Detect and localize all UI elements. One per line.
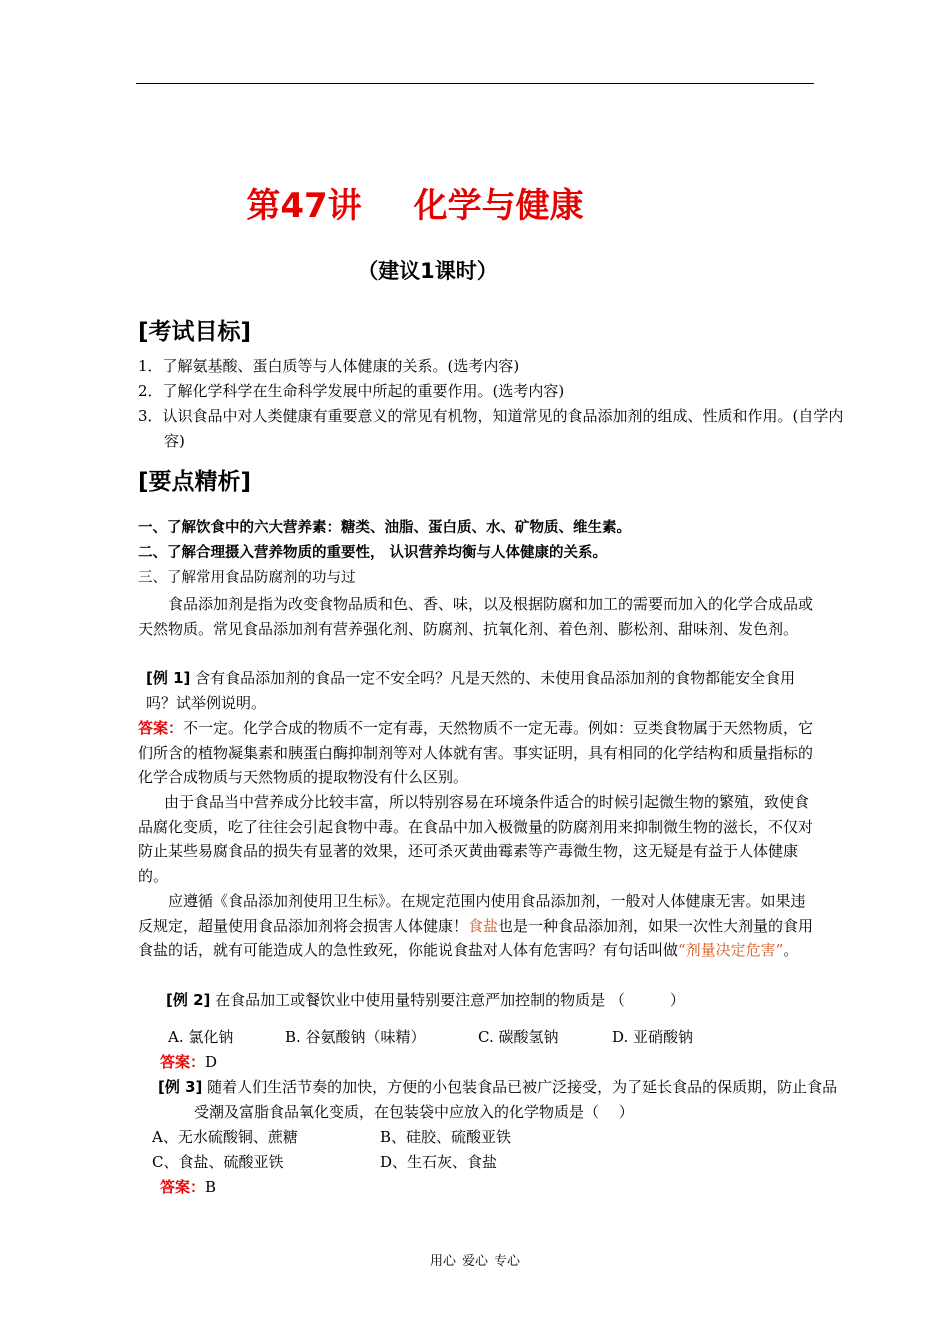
goal-item-1: 1．了解氨基酸、蛋白质等与人体健康的关系。(选考内容) — [138, 357, 520, 375]
example-2-option-b: B. 谷氨酸钠（味精） — [285, 1028, 426, 1046]
example-2-option-d: D. 亚硝酸钠 — [612, 1028, 694, 1046]
dose-quote: “剂量决定危害” — [678, 941, 784, 959]
example-3-answer: B — [205, 1178, 217, 1196]
header-rule — [136, 83, 814, 84]
example-2 — [166, 988, 685, 1013]
paragraph-standard — [138, 889, 818, 963]
example-3-option-a: A、无水硫酸铜、蔗糖 — [152, 1128, 298, 1146]
example-2-option-c: C. 碳酸氢钠 — [478, 1028, 559, 1046]
example-2-answer: D — [205, 1053, 218, 1071]
page-subtitle: （建议1课时） — [357, 259, 498, 283]
point-2: 二、了解合理摄入营养物质的重要性， 认识营养均衡与人体健康的关系。 — [138, 545, 608, 561]
example-3-option-c: C、食盐、硫酸亚铁 — [152, 1153, 284, 1171]
example-1-answer-block — [138, 716, 818, 790]
lecture-number: 第47讲 — [246, 186, 362, 226]
paragraph-end: 。 — [783, 941, 799, 959]
example-2-question: 在食品加工或餐饮业中使用量特别要注意严加控制的物质是 （ ） — [215, 991, 685, 1009]
example-2-answer-block — [160, 1050, 217, 1075]
example-3-answer-label: 答案： — [160, 1178, 206, 1196]
salt-highlight: 食盐 — [468, 916, 499, 935]
footer-word-3: 专心 — [494, 1254, 521, 1269]
example-3-question: 随着人们生活节奏的加快，方便的小包装食品已被广泛接受，为了延长食品的保质期，防止食品受潮及富脂食品氧化变质，在包装袋中应放入的化学物质是（ ） — [194, 1078, 838, 1121]
point-1: 一、了解饮食中的六大营养素：糖类、油脂、蛋白质、水、矿物质、维生素。 — [138, 520, 631, 536]
goal-item-2: 2．了解化学科学在生命科学发展中所起的重要作用。(选考内容) — [138, 382, 565, 400]
example-2-option-a: A. 氯化钠 — [168, 1028, 234, 1046]
example-1-answer: 不一定。化学合成的物质不一定有毒，天然物质不一定无毒。例如：豆类食物属于天然物质，它们所含的植物凝集素和胰蛋白酶抑制剂等对人体就有害。事实证明，具有相同的化学结构和质量指标的化学合成物质与天然物质的提取物没有什么区别。 — [138, 719, 814, 786]
example-3 — [158, 1075, 852, 1125]
paragraph-preservatives: 由于食品当中营养成分比较丰富，所以特别容易在环境条件适合的时候引起微生物的繁殖，致使食品腐化变质，吃了往往会引起食物中毒。在食品中加入极微量的防腐剂用来抑制微生物的滋长，不仅对防止某些易腐食品的损失有显著的效果，还可杀灭黄曲霉素等产毒微生物，这无疑是有益于人体健康的。 — [138, 793, 814, 885]
goals-heading: [考试目标] — [138, 319, 252, 345]
footer-word-2: 爱心 — [461, 1254, 488, 1269]
example-3-answer-block — [160, 1175, 216, 1200]
footer-word-1: 用心 — [429, 1254, 456, 1269]
example-3-option-b: B、硅胶、硫酸亚铁 — [380, 1128, 512, 1146]
paragraph-standard-text: 应遵循《食品添加剂使用卫生标》。在规定范围内使用食品添加剂，一般对人体健康无害。如果违反规定，超量使用食品添加剂将会损害人体健康！ — [138, 892, 806, 935]
points-heading: [要点精析] — [138, 469, 252, 495]
paragraph-additives: 食品添加剂是指为改变食物品质和色、香、味，以及根据防腐和加工的需要而加入的化学合成品或天然物质。常见食品添加剂有营养强化剂、防腐剂、抗氧化剂、着色剂、膨松剂、甜味剂、发色剂。 — [138, 595, 814, 638]
example-3-option-d: D、生石灰、食盐 — [380, 1153, 498, 1171]
example-1-question: 含有食品添加剂的食品一定不安全吗？凡是天然的、未使用食品添加剂的食物都能安全食用吗？试举例说明。 — [146, 669, 796, 712]
example-1-label: [例 1] — [146, 669, 191, 687]
goal-item-3: 3．认识食品中对人类健康有重要意义的常见有机物，知道常见的食品添加剂的组成、性质和作用。(自学内容) — [138, 407, 844, 450]
point-3: 三、了解常用食品防腐剂的功与过 — [138, 570, 356, 586]
example-2-answer-label: 答案： — [160, 1053, 206, 1071]
example-2-label: [例 2] — [166, 991, 211, 1009]
paragraph-standard-text-2: 也是一种食品添加剂，如果一次性大剂量的食用食盐的话，就有可能造成人的急性致死，你能说食盐对人体有危害吗？有句话叫做 — [138, 916, 814, 959]
example-1-answer-label: 答案： — [138, 719, 184, 737]
example-3-label: [例 3] — [158, 1078, 203, 1096]
page-title — [0, 178, 830, 227]
example-1 — [138, 666, 818, 715]
lecture-topic: 化学与健康 — [413, 186, 584, 226]
page-footer — [0, 1250, 950, 1269]
